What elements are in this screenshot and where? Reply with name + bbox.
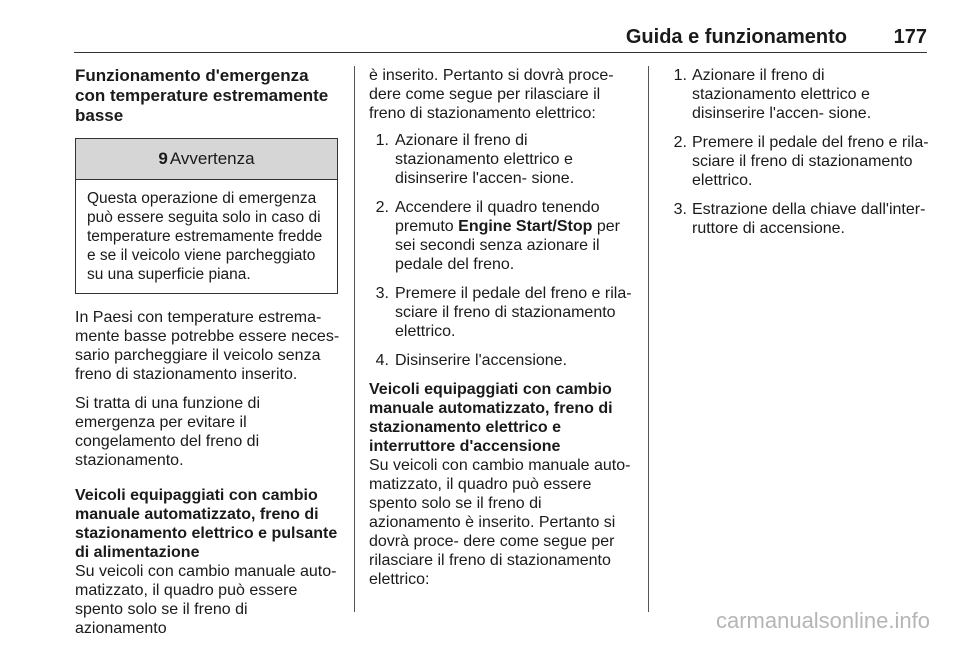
step-text: Accendere il quadro tenendo premuto (395, 199, 600, 235)
subsection-heading: Veicoli equipaggiati con cambio manuale automatizzato, freno di stazionamento elettrico e pulsante di alimentazione (75, 487, 338, 561)
list-item (667, 133, 929, 190)
column-divider (354, 66, 355, 612)
step-text: per sei secondi senza azionare il pedale del freno. (395, 218, 620, 273)
steps-list (667, 66, 929, 238)
warning-text: Questa operazione di emergenza può essere seguita solo in caso di temperature estremamente fredde e se il veicolo viene parcheggiato su una superficie piana. (87, 190, 323, 283)
list-item (667, 66, 929, 123)
step-text: Azionare il freno di stazionamento elettrico e disinserire l'accen- sione. (692, 67, 872, 122)
paragraph: è inserito. Pertanto si dovrà proce- dere come segue per rilasciare il freno di stazionamento elettrico: (369, 67, 614, 122)
step-number: 4. (375, 352, 389, 369)
list-item (369, 131, 635, 188)
column-1 (75, 66, 340, 648)
paragraph: Si tratta di una funzione di emergenza per evitare il congelamento del freno di stazionamento. (75, 395, 261, 469)
step-number: 3. (375, 285, 389, 302)
step-number: 2. (673, 134, 687, 151)
step-number: 2. (375, 199, 389, 216)
warning-header (76, 139, 337, 180)
step-text: Estrazione della chiave dall'inter- ruttore di accensione. (692, 201, 926, 237)
step-number: 3. (673, 201, 687, 218)
watermark: carmanualsonline.info (715, 608, 930, 633)
list-item (369, 198, 635, 274)
column-divider (648, 66, 649, 612)
step-text: Disinserire l'accensione. (395, 352, 568, 369)
warning-box (75, 138, 338, 294)
list-item (667, 200, 929, 238)
steps-list (369, 131, 635, 370)
list-item (369, 284, 635, 341)
section-heading: Funzionamento d'emergenza con temperature estremamente basse (75, 66, 329, 125)
subsection-heading: Veicoli equipaggiati con cambio manuale automatizzato, freno di stazionamento elettrico e interruttore d'accensione (369, 381, 613, 455)
page-header (74, 22, 927, 53)
warning-title: Avvertenza (169, 149, 255, 168)
step-text: Premere il pedale del freno e rila- sciare il freno di stazionamento elettrico. (692, 134, 929, 189)
column-3 (667, 66, 929, 248)
button-name: Engine Start/Stop (458, 218, 593, 235)
step-text: Azionare il freno di stazionamento elettrico e disinserire l'accen- sione. (395, 132, 575, 187)
page-number: 177 (893, 26, 927, 48)
step-text: Premere il pedale del freno e rila- sciare il freno di stazionamento elettrico. (395, 285, 632, 340)
column-2 (369, 66, 635, 599)
warning-icon: 9 (158, 149, 168, 168)
paragraph: Su veicoli con cambio manuale auto- matizzato, il quadro può essere spento solo se il freno di azionamento (75, 563, 337, 637)
paragraph: In Paesi con temperature estrema- mente basse potrebbe essere neces- sario parcheggiare il veicolo senza freno di stazionamento inserito. (75, 309, 340, 383)
step-number: 1. (375, 132, 389, 149)
paragraph: Su veicoli con cambio manuale auto- matizzato, il quadro può essere spento solo se il freno di azionamento è inserito. Pertanto si dovrà proce- dere come segue per rilasciare il freno di stazionamento elettrico: (369, 457, 631, 588)
section-title: Guida e funzionamento (625, 26, 847, 48)
step-number: 1. (673, 67, 687, 84)
list-item (369, 351, 635, 370)
